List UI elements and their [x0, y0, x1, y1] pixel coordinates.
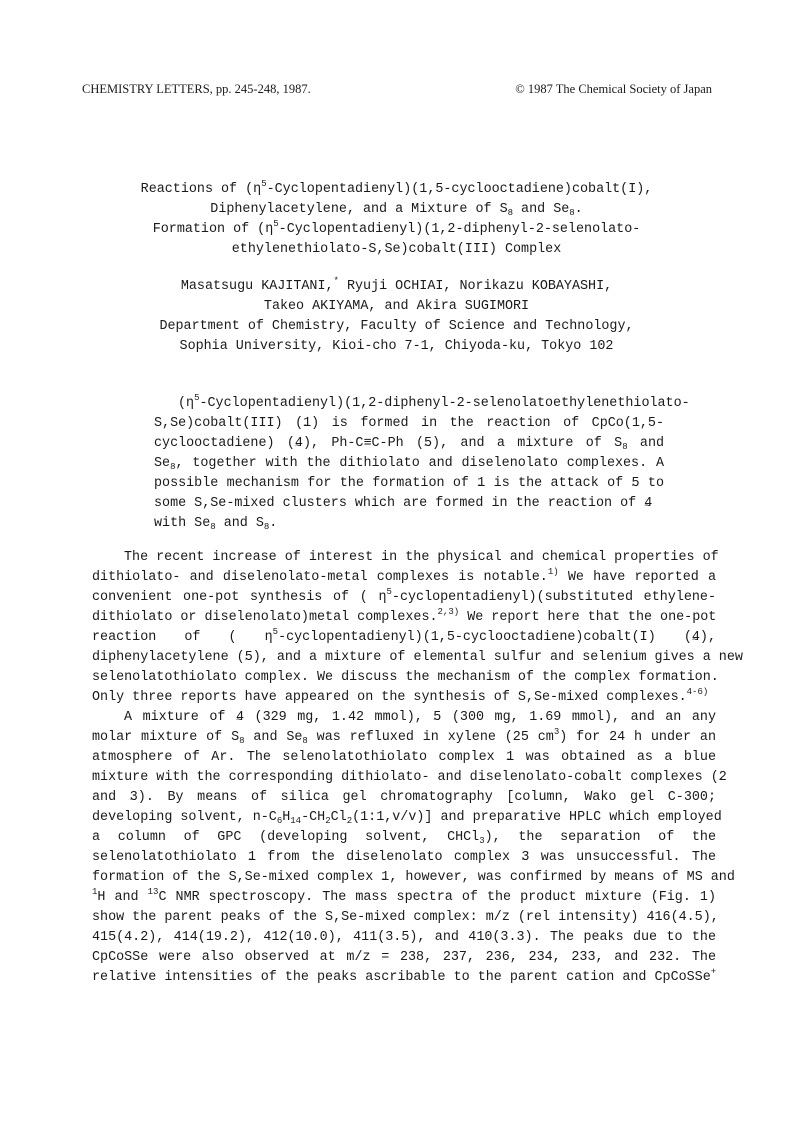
body-line: a column of GPC (developing solvent, CHCl$_3$), the separation of the	[92, 830, 717, 846]
title-line-4: ethylenethiolato-S,Se)cobalt(III) Complex	[231, 242, 562, 257]
body-line: Only three reports have appeared on the synthesis of S,Se-mixed complexes.$^{4-6)}$	[92, 687, 709, 705]
body-line: $^1$H and $^{13}$C NMR spectroscopy. The mass spectra of the product mixture (Fig. 1)	[92, 887, 716, 905]
abstract-line: possible mechanism for the formation of 1 ~ is the attack of 5 ~ to	[154, 474, 664, 494]
body-line: mixture with the corresponding dithiolato- and diselenolato-cobalt complexes (2 ~	[92, 768, 716, 788]
abstract-line: with $Se_8$ and $S_8$.	[154, 516, 278, 532]
abstract-line: cyclooctadiene) (4 ~), Ph-C≡C-Ph (5 ~), and a mixture of $S_8$ and	[154, 434, 664, 454]
body-line: CpCoSSe were also observed at m/z = 238, 237, 236, 234, 233, and 232. The	[92, 950, 716, 965]
body-line: selenolatothiolato complex. We discuss the mechanism of the complex formation.	[92, 670, 719, 685]
body-line: selenolatothiolato 1 ~ from the diselenolato complex 3 ~ was unsuccessful. The	[92, 848, 716, 868]
title-line-2: Diphenylacetylene, and a Mixture of $S_8$ and $Se_8$.	[210, 202, 583, 218]
title-line-3: Formation of $(\eta^5-Cyclopentadienyl)(1,2-diphenyl-2-selenolato-$	[152, 219, 641, 237]
running-header	[82, 82, 712, 102]
body-line: dithiolato or diselenolato)metal complexes.$^{2,3)}$ We report here that the one-pot	[92, 607, 717, 625]
author-names-1: Masatsugu KAJITANI,* Ryuji OCHIAI, Norikazu KOBAYASHI,	[180, 276, 613, 294]
body-line: A mixture of 4 ~ (329 mg, 1.42 mmol), 5 ~ (300 mg, 1.69 mmol), and an any	[124, 708, 716, 728]
abstract-line: $Se_8$, together with the dithiolato and diselenolato complexes. A	[154, 456, 664, 472]
body-line: diphenylacetylene (5 ~), and a mixture of elemental sulfur and selenium gives a new	[92, 648, 716, 668]
body-line: atmosphere of Ar. The selenolatothiolato complex 1 ~ was obtained as a blue	[92, 748, 716, 768]
body-line: reaction of ( $\eta^5-cyclopentadienyl)(1,5-cyclooctadiene)cobalt(I)$ (4 ~),	[92, 628, 716, 648]
abstract-line: $(\eta^5-Cyclopentadienyl)(1,2-diphenyl-2-selenolatoethylenethiolato-$	[178, 393, 690, 411]
body-line: and 3 ~). By means of silica gel chromatography [column, Wako gel C-300;	[92, 788, 716, 808]
abstract-line: some S,Se-mixed clusters which are formed in the reaction of 4 ~	[154, 494, 644, 514]
journal-citation: CHEMISTRY LETTERS, pp. 245-248, 1987.	[82, 82, 311, 96]
body-line: formation of the S,Se-mixed complex 1 ~, however, was confirmed by means of MS and	[92, 868, 716, 888]
body-line: developing solvent, $n-C_6H_{14}-CH_2Cl_2(1:1,v/v)$] and preparative HPLC which employed	[92, 810, 722, 826]
title-line-1: Reactions of $(\eta^5-Cyclopentadienyl)(1,5-cyclooctadiene)cobalt(I)$,	[140, 179, 653, 197]
body-line: 415(4.2), 414(19.2), 412(10.0), 411(3.5), and 410(3.3). The peaks due to the	[92, 930, 716, 945]
body-line: convenient one-pot synthesis of ( $\eta^5-cyclopentadienyl)(substituted$ ethylene-	[92, 587, 717, 605]
abstract-line: S,Se)cobalt(III) (1 ~) is formed in the reaction of CpCo(1,5-	[154, 414, 664, 434]
body-line: The recent increase of interest in the physical and chemical properties of	[124, 550, 719, 565]
affiliation-2: Sophia University, Kioi-cho 7-1, Chiyoda-ku, Tokyo 102	[179, 339, 614, 354]
copyright-notice: © 1987 The Chemical Society of Japan	[515, 82, 712, 96]
body-line: dithiolato- and diselenolato-metal complexes is notable.$^{1)}$ We have reported a	[92, 567, 717, 585]
body-line: relative intensities of the peaks ascribable to the parent cation and CpCoSSe+	[92, 967, 717, 985]
author-names-2: Takeo AKIYAMA, and Akira SUGIMORI	[263, 299, 530, 314]
affiliation-1: Department of Chemistry, Faculty of Science and Technology,	[159, 319, 634, 334]
body-line: molar mixture of $S_8$ and $Se_8$ was refluxed in xylene (25 $cm^3$) for 24 h under an	[92, 727, 716, 746]
body-line: show the parent peaks of the S,Se-mixed complex: m/z (rel intensity) 416(4.5),	[92, 910, 719, 925]
